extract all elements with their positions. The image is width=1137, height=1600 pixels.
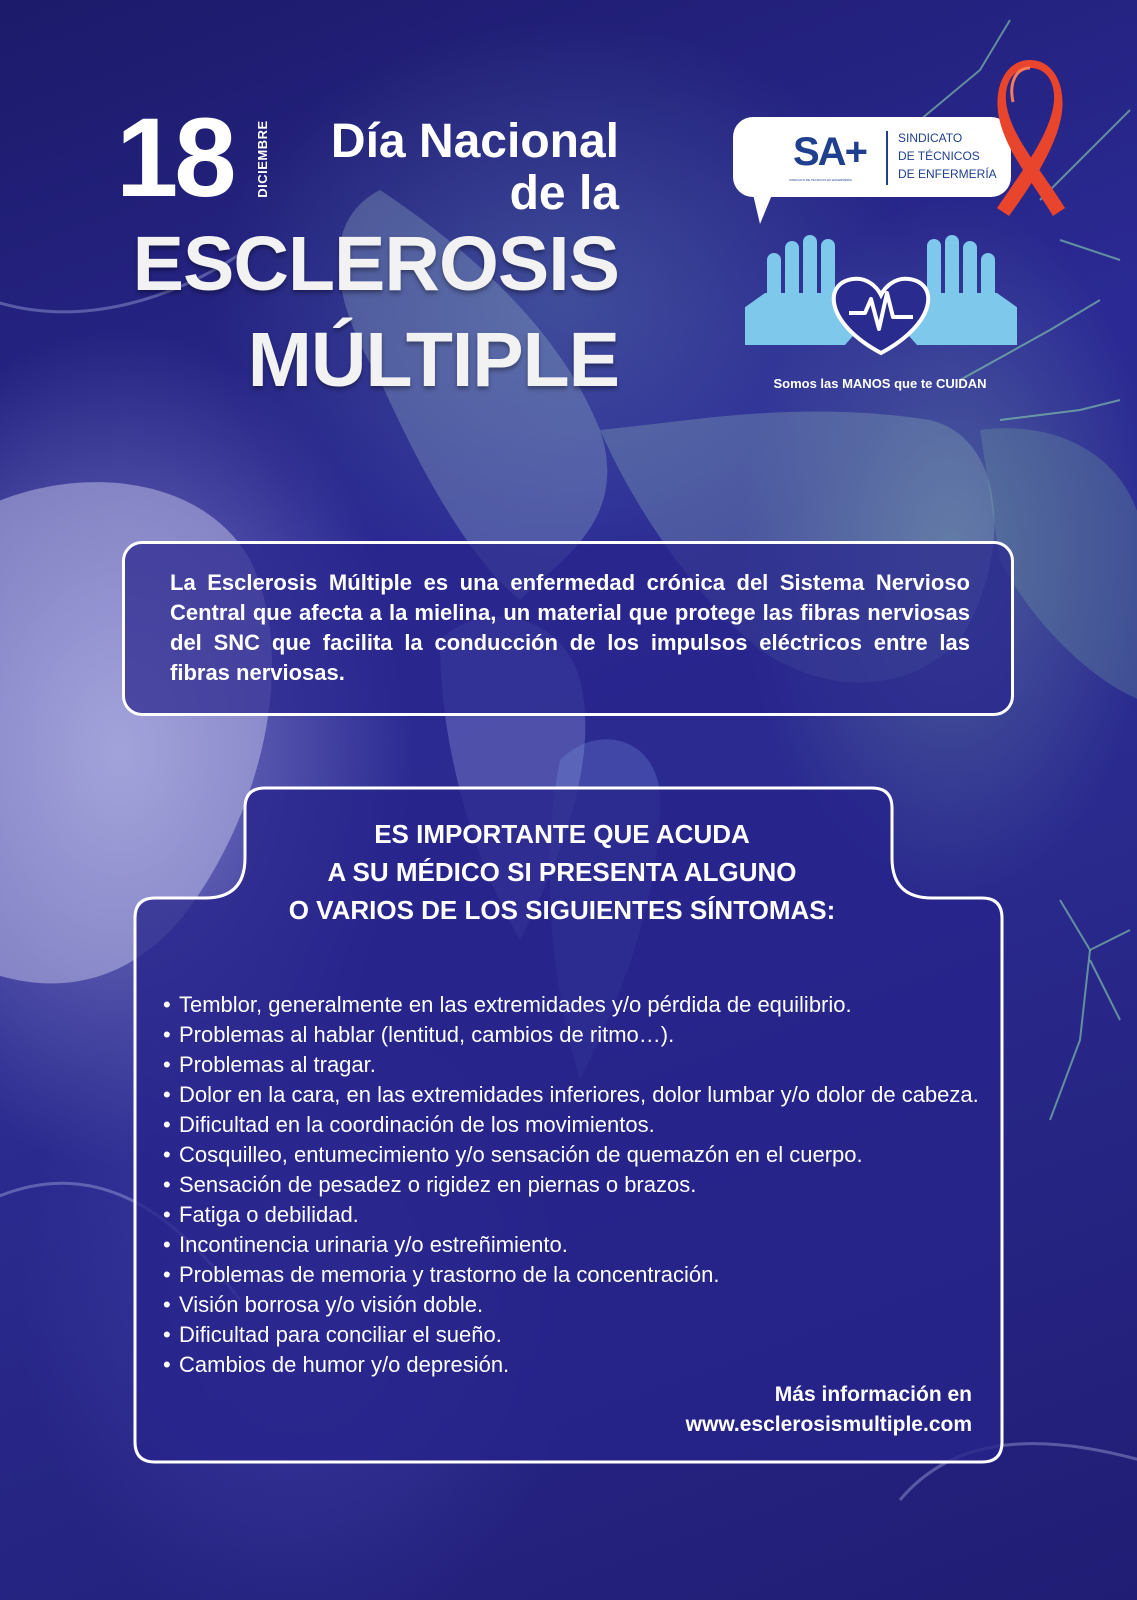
intro-paragraph: La Esclerosis Múltiple es una enfermedad crónica del Sistema Nervioso Central que afecta a la mielina, un material que protege las fibras nerviosas del SNC que facilita la conducción de los impulsos eléctricos entre las fibras nerviosas. bbox=[170, 570, 970, 685]
symptom-item: • Cambios de humor y/o depresión. bbox=[163, 1350, 983, 1380]
title-esclerosis: ESCLEROSIS bbox=[132, 221, 619, 307]
symptom-item: • Dolor en la cara, en las extremidades inferiores, dolor lumbar y/o dolor de cabeza. bbox=[163, 1080, 983, 1110]
symptom-item: • Fatiga o debilidad. bbox=[163, 1200, 983, 1230]
symptom-item: • Sensación de pesadez o rigidez en piernas o brazos. bbox=[163, 1170, 983, 1200]
hands-logo-slogan: Somos las MANOS que te CUIDAN bbox=[773, 376, 987, 391]
symptom-item: • Dificultad en la coordinación de los movimientos. bbox=[163, 1110, 983, 1140]
symptoms-heading-line-3: O VARIOS DE LOS SIGUIENTES SÍNTOMAS: bbox=[288, 895, 836, 925]
symptom-item: • Cosquilleo, entumecimiento y/o sensación de quemazón en el cuerpo. bbox=[163, 1140, 983, 1170]
symptoms-heading-line-1: ES IMPORTANTE QUE ACUDA bbox=[374, 819, 750, 849]
title-multiple: MÚLTIPLE bbox=[247, 317, 619, 403]
symptom-item: • Incontinencia urinaria y/o estreñimiento. bbox=[163, 1230, 983, 1260]
sae-text-line-3: DE ENFERMERÍA bbox=[898, 167, 997, 181]
symptom-item: • Visión borrosa y/o visión doble. bbox=[163, 1290, 983, 1320]
more-info-url: www.esclerosismultiple.com bbox=[685, 1413, 972, 1436]
symptom-item: • Problemas de memoria y trastorno de la concentración. bbox=[163, 1260, 983, 1290]
title-line-2: de la bbox=[509, 167, 619, 220]
event-day-number: 18 bbox=[116, 95, 233, 220]
sae-text-line-2: DE TÉCNICOS bbox=[898, 149, 980, 163]
symptom-item: • Temblor, generalmente en las extremidades y/o pérdida de equilibrio. bbox=[163, 990, 983, 1020]
symptom-item: • Dificultad para conciliar el sueño. bbox=[163, 1320, 983, 1350]
sae-logo-subtitle: SINDICATO DE TÉCNICOS EN ENFERMERÍA bbox=[789, 178, 852, 182]
more-info-label: Más información en bbox=[774, 1383, 972, 1406]
symptoms-list bbox=[163, 990, 983, 1380]
symptoms-heading-line-2: A SU MÉDICO SI PRESENTA ALGUNO bbox=[327, 857, 797, 887]
symptom-item: • Problemas al tragar. bbox=[163, 1050, 983, 1080]
sae-logo-mark: SA+ bbox=[793, 130, 866, 174]
title-line-1: Día Nacional bbox=[330, 115, 619, 168]
event-month-label: DICIEMBRE bbox=[255, 120, 270, 198]
symptom-item: • Problemas al hablar (lentitud, cambios de ritmo…). bbox=[163, 1020, 983, 1050]
sae-text-line-1: SINDICATO bbox=[898, 131, 963, 145]
